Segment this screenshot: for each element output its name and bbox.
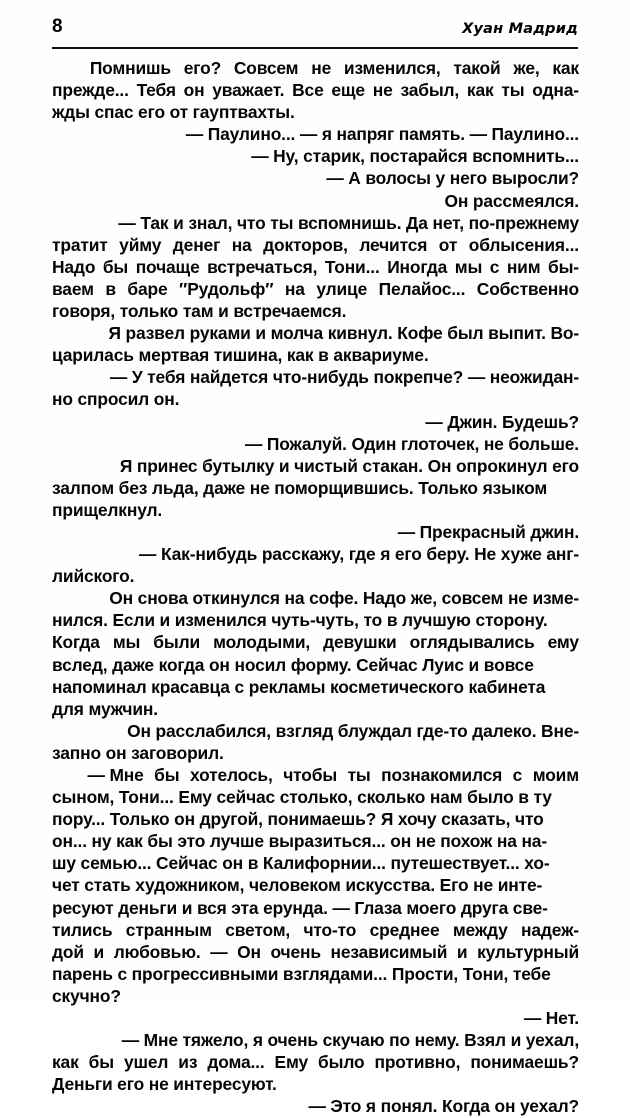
paragraph [52, 167, 579, 189]
paragraph [52, 322, 579, 366]
word: Тони... [324, 256, 380, 277]
paragraph [52, 212, 579, 322]
paragraph [52, 411, 579, 433]
word: ты [501, 80, 525, 101]
paragraph [52, 145, 579, 167]
text-line [52, 587, 579, 609]
paragraph [52, 57, 579, 123]
word: и [93, 941, 105, 962]
word: Надо [52, 256, 96, 277]
word: противно, [374, 1052, 461, 1073]
word: Он расслабился, взгляд блуждал где-то далеко. Вне- [127, 720, 579, 741]
text-line [52, 676, 579, 698]
word: как [52, 1052, 79, 1073]
word: — Это я понял. Когда он уехал? [308, 1096, 579, 1117]
word: на [284, 278, 305, 299]
text-line [52, 167, 579, 189]
text-line [52, 190, 579, 212]
text-line [52, 919, 579, 941]
word: на [231, 234, 252, 255]
text-line [52, 963, 579, 985]
word: — Пожалуй. Один глоточек, не больше. [244, 433, 579, 454]
word: с [512, 765, 523, 785]
word: — Мне [87, 765, 144, 785]
word: но спросил он. [52, 389, 180, 410]
word: дой [52, 941, 84, 962]
header-rule [52, 47, 578, 49]
word: Иногда [387, 256, 448, 277]
word: девушки [323, 632, 397, 653]
text-line [52, 212, 579, 234]
word: тились [52, 919, 113, 940]
text-line [52, 388, 579, 410]
text-line [52, 234, 579, 256]
paragraph-indent [52, 764, 77, 786]
word: почаще [135, 256, 200, 277]
paragraph [52, 433, 579, 455]
word: независимый [330, 941, 448, 962]
word: надеж- [521, 919, 579, 940]
word: — Прекрасный джин. [397, 521, 579, 542]
paragraph [52, 521, 579, 543]
word: вслед, даже когда он носил форму. Сейчас Луис и вовсе [52, 654, 534, 675]
text-line [52, 720, 579, 742]
word: молодыми, [213, 632, 311, 653]
word: Он снова откинулся на софе. Надо же, совсем не изме- [109, 588, 579, 609]
word: культурный [477, 941, 579, 962]
paragraph-indent [52, 720, 77, 742]
word: нился. Если и изменился чуть-чуть, то в лучшую сторону. [52, 610, 548, 631]
word: чет стать художником, человеком искусства. Его не инте- [52, 875, 543, 896]
word: бы [154, 765, 180, 785]
text-line [52, 344, 579, 366]
paragraph-indent [52, 543, 77, 565]
word: парень с прогрессивными взглядами... Прости, Тони, тебе [52, 963, 551, 984]
word: он... ну как бы это лучше выразиться... он не похож на на- [52, 831, 547, 852]
word: напоминал красавца с рекламы косметического кабинета [52, 676, 546, 697]
word: лечится [359, 234, 428, 255]
paragraph-indent [52, 587, 77, 609]
word: ему [547, 632, 579, 653]
word: Я развел руками и молча кивнул. Кофе был выпит. Во- [108, 323, 579, 344]
word: пору... Только он другой, понимаешь? Я хочу сказать, что [52, 809, 544, 830]
word: были [153, 632, 201, 653]
text-line [52, 57, 579, 79]
word: шу семью... Сейчас он в Калифорнии... путешествует... хо- [52, 853, 550, 874]
word: — А волосы у него выросли? [326, 168, 579, 189]
paragraph-indent [52, 1029, 77, 1051]
paragraph-indent [52, 1095, 77, 1117]
paragraph-indent [52, 145, 77, 167]
word: в [105, 278, 116, 299]
word: залпом без льда, даже не поморщившись. Только языком [52, 477, 548, 498]
word: очень [270, 941, 321, 962]
word: уважает. [212, 80, 285, 101]
word: — Как-нибудь расскажу, где я его беру. Не хуже анг- [139, 544, 579, 565]
text-line [52, 897, 579, 919]
word: — Мне тяжело, я очень скучаю по нему. Взял и уехал, [121, 1030, 579, 1051]
paragraph [52, 720, 579, 764]
word: моим [532, 765, 579, 785]
text-line [52, 499, 579, 521]
paragraph-indent [52, 366, 77, 388]
word: еще [331, 80, 365, 101]
word: докторов, [263, 234, 348, 255]
word: Ему [274, 1052, 309, 1073]
text-line [52, 742, 579, 764]
word: же, [513, 58, 540, 78]
word: баре [127, 278, 168, 299]
word: — [210, 941, 228, 962]
paragraph [52, 587, 579, 720]
word: не [372, 80, 393, 101]
word: понимаешь? [470, 1052, 579, 1073]
word: уйму [119, 234, 162, 255]
word: Он рассмеялся. [444, 190, 579, 211]
word: — Ну, старик, постарайся вспомнить... [251, 146, 579, 167]
body-text-column [52, 57, 579, 1118]
word: не [311, 58, 332, 78]
paragraph-indent [52, 322, 77, 344]
word: — Джин. Будешь? [425, 411, 579, 432]
word: мы [454, 256, 483, 277]
paragraph-indent [52, 433, 77, 455]
word: тратит [52, 234, 108, 255]
text-line [52, 786, 579, 808]
word: сыном, Тони... Ему сейчас столько, сколько нам было в ту [52, 787, 552, 808]
text-line [52, 123, 579, 145]
paragraph [52, 366, 579, 410]
paragraph [52, 123, 579, 145]
text-line [52, 322, 579, 344]
paragraph-indent [52, 521, 77, 543]
word: бы [88, 1052, 114, 1073]
word: для мужчин. [52, 698, 158, 719]
word: прежде... [52, 80, 129, 101]
word: среднее [369, 919, 440, 940]
paragraph [52, 455, 579, 521]
paragraph [52, 1007, 579, 1029]
word: как [552, 58, 579, 78]
word: и [456, 941, 468, 962]
paragraph-indent [52, 57, 77, 79]
word: Тебя [136, 80, 176, 101]
word: он [183, 80, 205, 101]
text-line [52, 455, 579, 477]
word: ним [506, 256, 541, 277]
word: Когда [52, 632, 100, 653]
text-line [52, 477, 579, 499]
word: ″Рудольф″ [179, 278, 274, 299]
word: что-то [303, 919, 357, 940]
text-line [52, 256, 579, 278]
text-line [52, 366, 579, 388]
word: познакомился [381, 765, 503, 785]
word: Деньги его не интересуют. [52, 1074, 277, 1095]
word: одна- [532, 80, 579, 101]
paragraph-indent [52, 212, 77, 234]
word: между [452, 919, 508, 940]
word: бы- [547, 256, 579, 277]
word: бы [102, 256, 129, 277]
page-number: 8 [52, 16, 63, 37]
word: Совсем [233, 58, 299, 78]
text-line [52, 852, 579, 874]
paragraph-indent [52, 190, 77, 212]
text-line [52, 543, 579, 565]
text-line [52, 941, 579, 963]
word: ты [347, 765, 371, 785]
word: Я принес бутылку и чистый стакан. Он опрокинул его [119, 455, 579, 476]
word: скучно? [52, 985, 121, 1006]
paragraph [52, 1029, 579, 1095]
text-line [52, 764, 579, 786]
word: изменился, [343, 58, 441, 78]
text-line [52, 1051, 579, 1073]
word: царилась мертвая тишина, как в аквариуме. [52, 345, 429, 366]
word: оглядывались [409, 632, 535, 653]
text-line [52, 1007, 579, 1029]
text-line [52, 1029, 579, 1051]
word: было [318, 1052, 365, 1073]
word: от [438, 234, 458, 255]
text-line [52, 1073, 579, 1095]
word: ваем [52, 278, 94, 299]
word: Все [292, 80, 324, 101]
word: Пелайос... [378, 278, 466, 299]
word: прищелкнул. [52, 499, 163, 520]
text-line [52, 300, 579, 322]
paragraph [52, 543, 579, 587]
word: — У тебя найдется что-нибудь покрепче? — неожидан- [109, 367, 579, 388]
word: из [178, 1052, 198, 1073]
word: забыл, [400, 80, 460, 101]
word: с [489, 256, 500, 277]
text-line [52, 631, 579, 653]
word: Помнишь [89, 58, 171, 78]
word: ресуют деньги и вся эта ерунда. — Глаза моего друга све- [52, 897, 548, 918]
paragraph-indent [52, 1007, 77, 1029]
word: светом, [225, 919, 291, 940]
paragraph-indent [52, 455, 77, 477]
text-line [52, 433, 579, 455]
word: Собственно [476, 278, 579, 299]
word: такой [453, 58, 501, 78]
text-line [52, 79, 579, 101]
text-line [52, 278, 579, 300]
word: — Так и знал, что ты вспомнишь. Да нет, по-прежнему [118, 212, 579, 233]
word: лийского. [52, 566, 135, 587]
paragraph-indent [52, 123, 77, 145]
paragraph [52, 190, 579, 212]
text-line [52, 411, 579, 433]
word: его? [183, 58, 222, 78]
text-line [52, 698, 579, 720]
text-line [52, 609, 579, 631]
word: Он [237, 941, 261, 962]
word: странным [125, 919, 212, 940]
running-head-author: Хуан Мадрид [462, 21, 578, 37]
word: денег [172, 234, 221, 255]
word: говоря, только там и встречаемся. [52, 301, 347, 322]
running-head [52, 16, 578, 50]
word: любовью. [113, 941, 201, 962]
word: запно он заговорил. [52, 742, 224, 763]
text-line [52, 565, 579, 587]
text-line [52, 145, 579, 167]
word: улице [316, 278, 368, 299]
word: ушел [123, 1052, 169, 1073]
text-line [52, 101, 579, 123]
word: жды спас его от гауптвахты. [52, 102, 295, 123]
paragraph-indent [52, 167, 77, 189]
word: встречаться, [207, 256, 318, 277]
text-line [52, 874, 579, 896]
word: мы [112, 632, 141, 653]
text-line [52, 830, 579, 852]
text-line [52, 985, 579, 1007]
paragraph-indent [52, 411, 77, 433]
text-line [52, 521, 579, 543]
text-line [52, 654, 579, 676]
paragraph [52, 764, 579, 1007]
word: хотелось, [189, 765, 273, 785]
word: дома... [207, 1052, 265, 1073]
word: чтобы [283, 765, 338, 785]
text-line [52, 808, 579, 830]
word: как [466, 80, 494, 101]
paragraph [52, 1095, 579, 1117]
word: — Паулино... — я напряг память. — Паулино... [185, 124, 579, 145]
text-line [52, 1095, 579, 1117]
word: — Нет. [523, 1008, 579, 1029]
word: облысения... [468, 234, 579, 255]
